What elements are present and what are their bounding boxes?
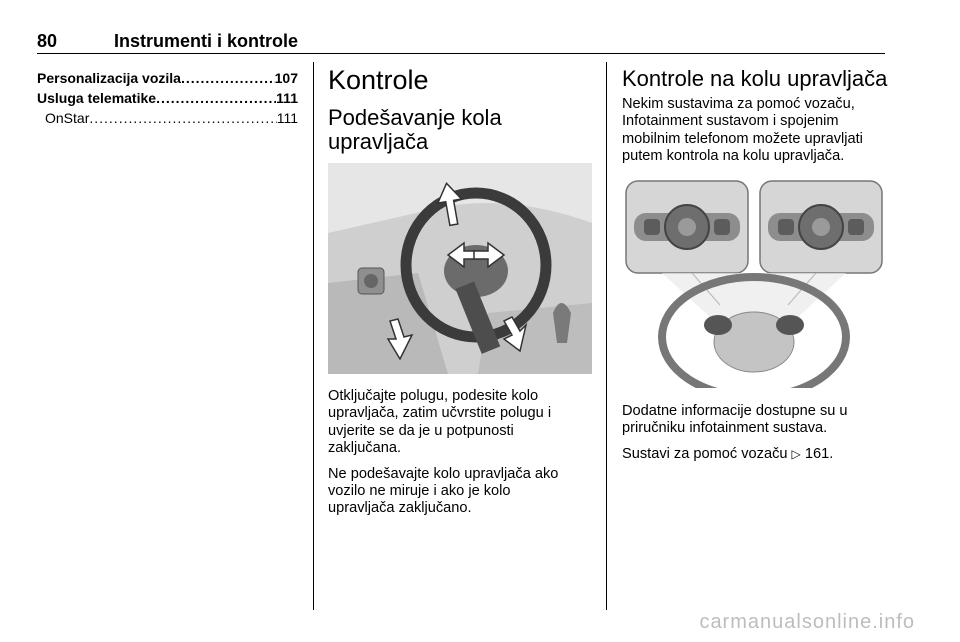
toc-page: 111	[276, 90, 298, 106]
text-line: upravljača, zatim učvrstite polugu i	[328, 405, 552, 422]
text-line: putem kontrola na kolu upravljača.	[622, 148, 845, 165]
text-line: zaključana.	[328, 440, 402, 457]
column-kontrole-kolo	[622, 64, 890, 174]
toc-entry-onstar[interactable]	[37, 108, 298, 128]
text-line: uvjerite se da je u potpunosti	[328, 422, 514, 439]
toc-entry-telematika[interactable]	[37, 88, 298, 108]
toc-page: 111	[276, 110, 298, 126]
text-line: upravljača zaključano.	[328, 500, 472, 517]
page-header	[37, 31, 885, 54]
page-reference-link[interactable]	[792, 446, 834, 462]
column-divider	[313, 62, 314, 610]
chapter-heading: Kontrole	[328, 65, 429, 95]
page-ref-arrow-icon: ▷	[791, 446, 801, 461]
text-line: Dodatne informacije dostupne su u	[622, 403, 848, 419]
column-kontrole-kolo-text	[622, 403, 892, 471]
text-line: vozilo ne miruje i ako je kolo	[328, 483, 511, 500]
toc-leader	[181, 68, 275, 88]
column-divider	[606, 62, 607, 610]
steering-wheel-adjustment-illustration	[328, 163, 592, 374]
toc-entry-personalizacija[interactable]	[37, 68, 298, 88]
table-of-contents	[37, 68, 298, 128]
column-kontrole	[328, 64, 594, 154]
paragraph	[328, 466, 598, 518]
toc-label: Personalizacija vozila	[37, 70, 181, 86]
section-title: Instrumenti i kontrole	[114, 31, 299, 51]
paragraph	[622, 446, 892, 463]
heading-line: upravljača	[328, 129, 429, 154]
text-line: Infotainment sustavom i spojenim	[622, 113, 839, 130]
toc-page: 107	[274, 70, 298, 86]
toc-label: Usluga telematike	[37, 90, 157, 106]
text-line: Otključajte polugu, podesite kolo	[328, 388, 539, 404]
paragraph	[622, 403, 892, 438]
text-line: mobilnim telefonom možete upravljati	[622, 130, 863, 147]
text-line: priručniku infotainment sustava.	[622, 420, 828, 437]
toc-leader	[89, 108, 276, 128]
steering-wheel-controls-illustration	[622, 177, 886, 388]
toc-leader	[156, 88, 276, 108]
column-kontrole-text	[328, 388, 598, 526]
text-line: Ne podešavajte kolo upravljača ako	[328, 465, 559, 482]
paragraph	[328, 388, 598, 458]
paragraph	[622, 96, 890, 166]
watermark-text: carmanualsonline.info	[699, 611, 915, 633]
page-reference-number: 161.	[804, 445, 834, 462]
section-heading	[328, 106, 594, 154]
text-line: Sustavi za pomoć vozaču	[622, 445, 788, 462]
text-line: Nekim sustavima za pomoć vozaču,	[622, 96, 855, 112]
heading-line: Podešavanje kola	[328, 105, 502, 130]
page-number: 80	[37, 31, 58, 51]
toc-label: OnStar	[45, 110, 90, 126]
section-heading: Kontrole na kolu upravljača	[622, 66, 888, 91]
